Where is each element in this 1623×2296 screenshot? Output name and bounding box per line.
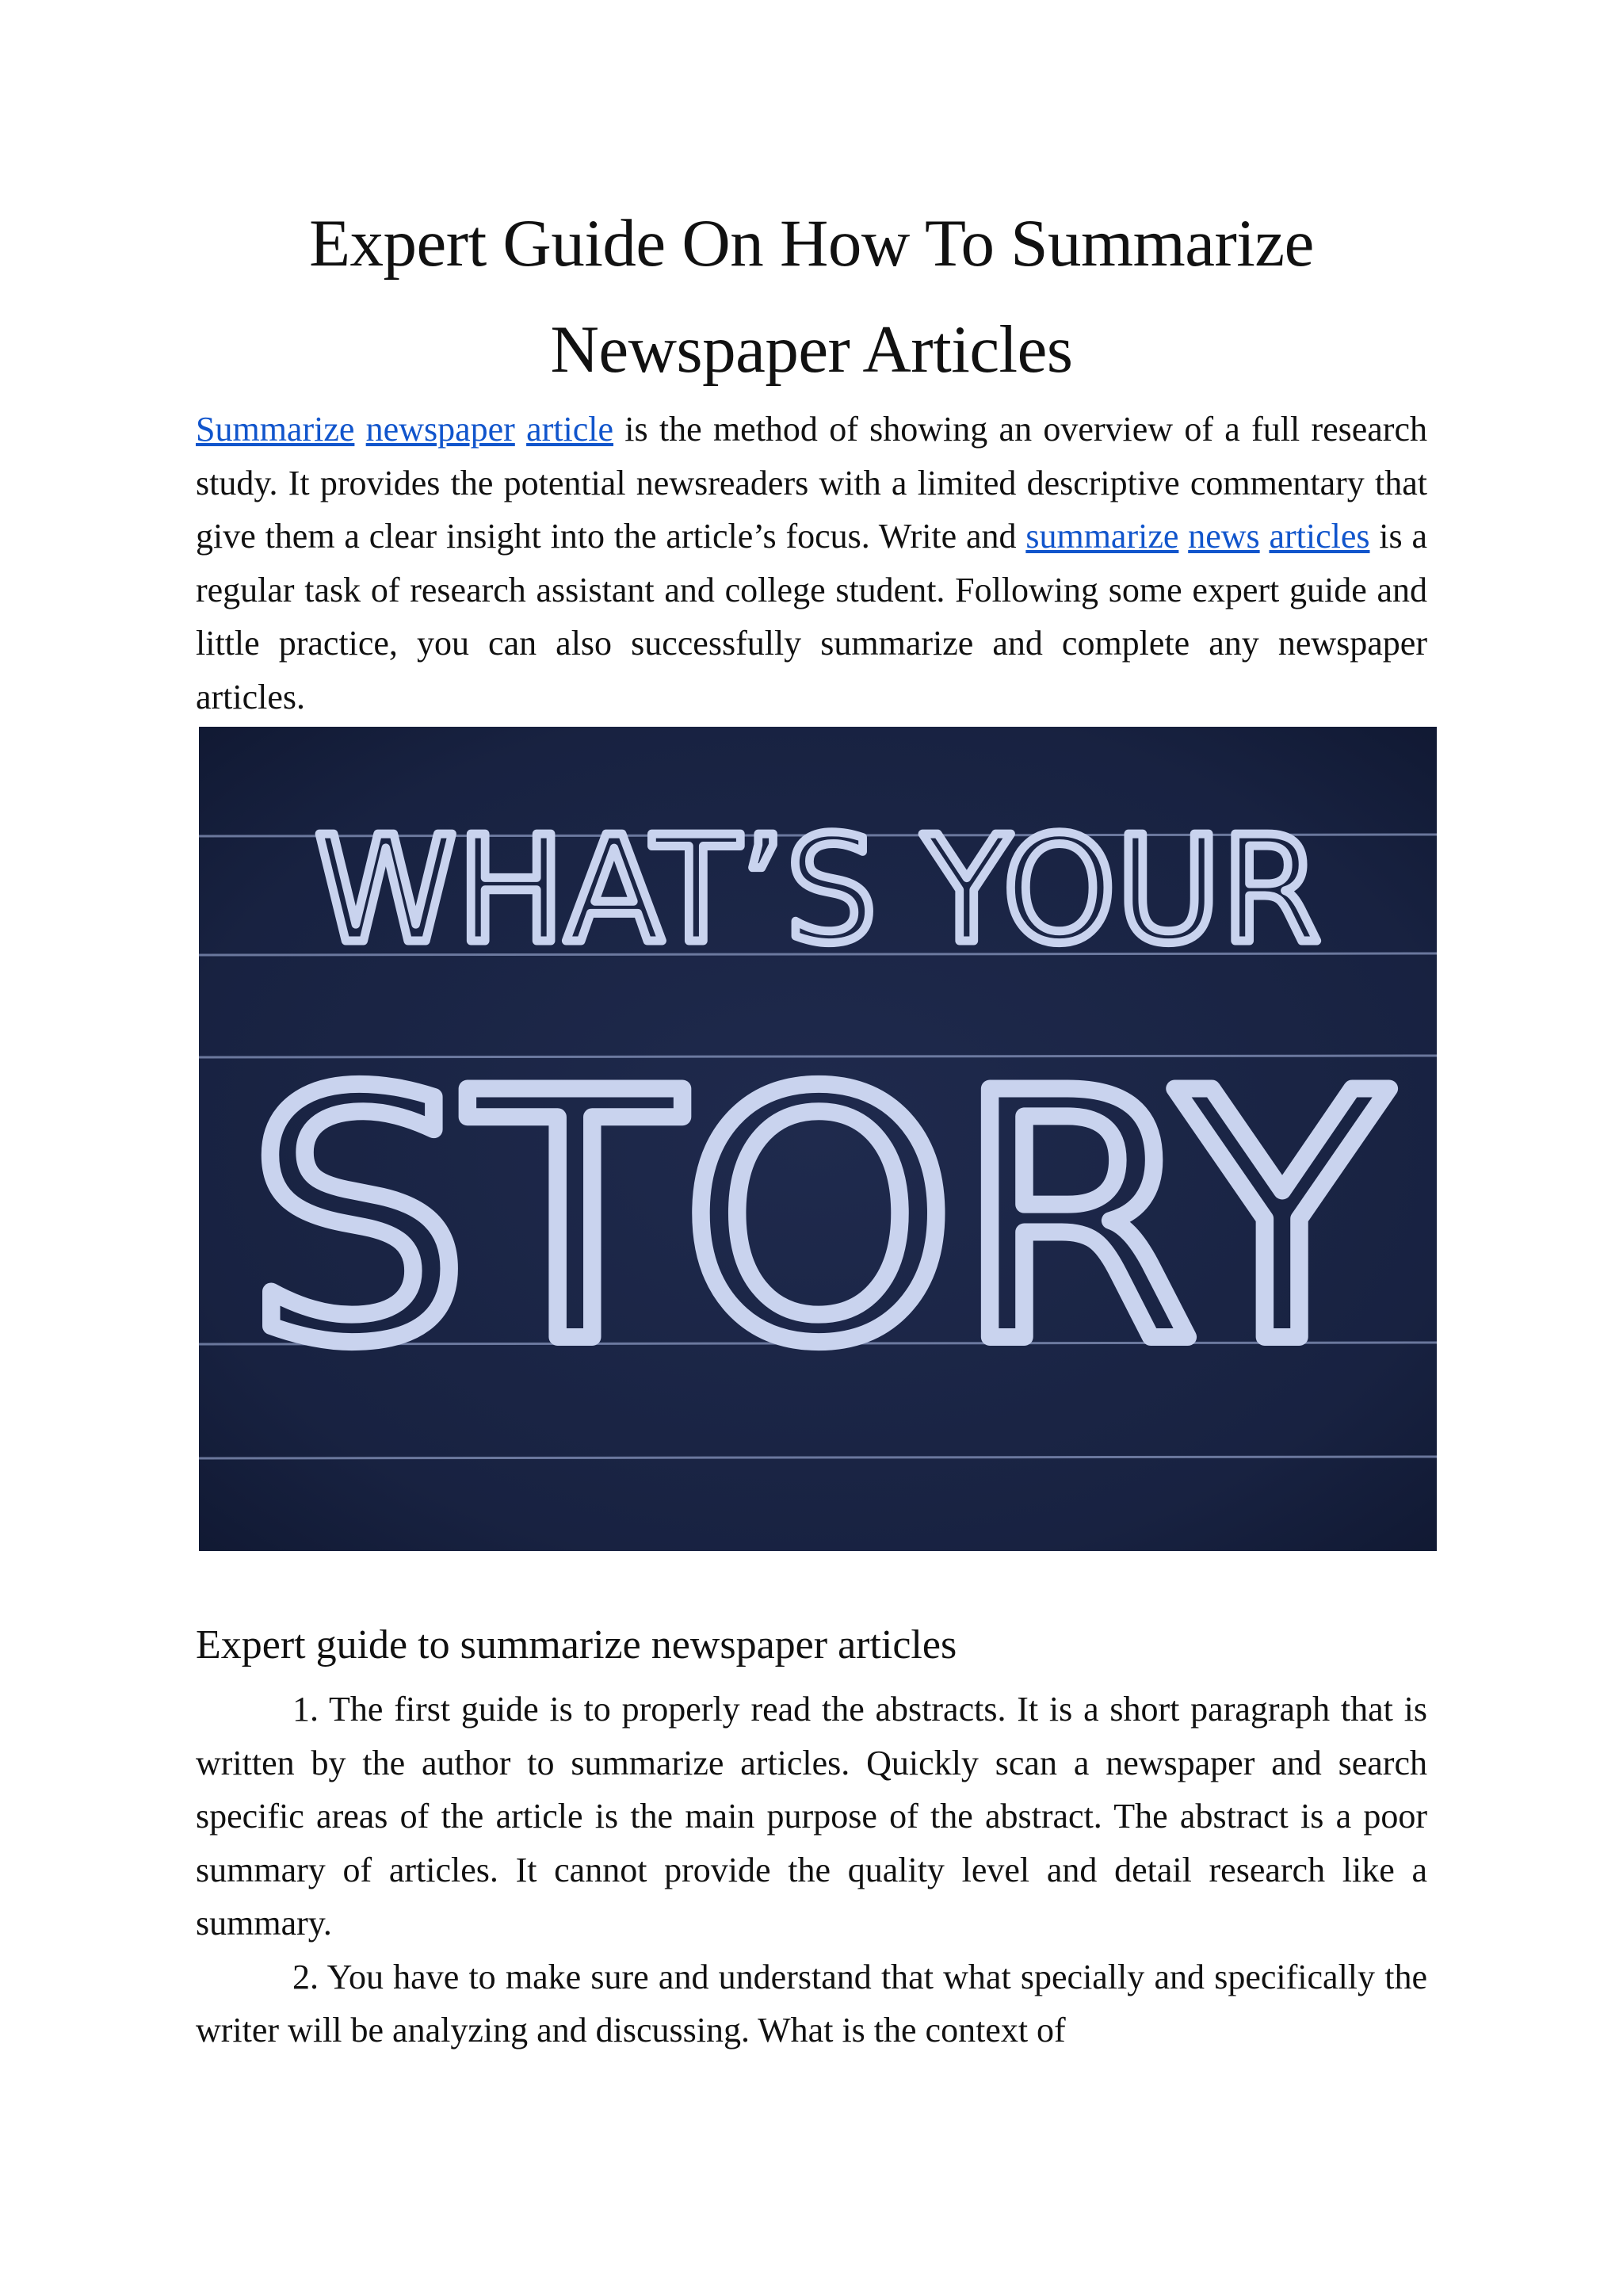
link-article[interactable]: article: [526, 410, 614, 449]
list-item-1: [196, 1683, 1427, 1950]
chalkboard-image: [199, 727, 1437, 1551]
intro-paragraph: [196, 403, 1427, 724]
list-item-text: You have to make sure and understand that what specially and specifically the writer will be analyzing and discussing. What is the context of: [196, 1957, 1428, 2050]
link-summarize-2[interactable]: summarize: [1025, 517, 1179, 556]
intro-text-1: is the method of showing an overview of a full research study. It provides the potential newsreaders with a limited descriptive commentary that give them a clear insight into the article’s focus. Write and: [196, 410, 1427, 556]
list-item-number: 1.: [292, 1690, 319, 1729]
chalk-text-line-2: STORY: [247, 1022, 1394, 1418]
link-summarize[interactable]: Summarize: [196, 410, 355, 449]
page-title: [196, 190, 1427, 403]
section-heading: Expert guide to summarize newspaper articles: [196, 1622, 957, 1668]
link-articles[interactable]: articles: [1269, 517, 1370, 556]
link-news[interactable]: news: [1188, 517, 1260, 556]
link-newspaper[interactable]: newspaper: [365, 410, 515, 449]
list-item-text: The first guide is to properly read the abstracts. It is a short paragraph that is written by the author to summarize articles. Quickly scan a newspaper and search specific areas of the article is the main purpose of the abstract. The abstract is a poor summary of articles. It cannot provide the quality level and detail research like a summary.: [196, 1690, 1427, 1943]
chalk-text-line-1: WHAT’S YOUR: [315, 804, 1321, 976]
title-line-2: Newspaper Articles: [550, 312, 1073, 387]
list-item-2: [196, 1950, 1427, 2057]
intro-text-2: is a regular task of research assistant and college student. Following some expert guide and little practice, you can also successfully summarize and complete any newspaper articles.: [196, 517, 1427, 716]
title-line-1: Expert Guide On How To Summarize: [309, 206, 1314, 281]
list-item-number: 2.: [292, 1957, 319, 1996]
